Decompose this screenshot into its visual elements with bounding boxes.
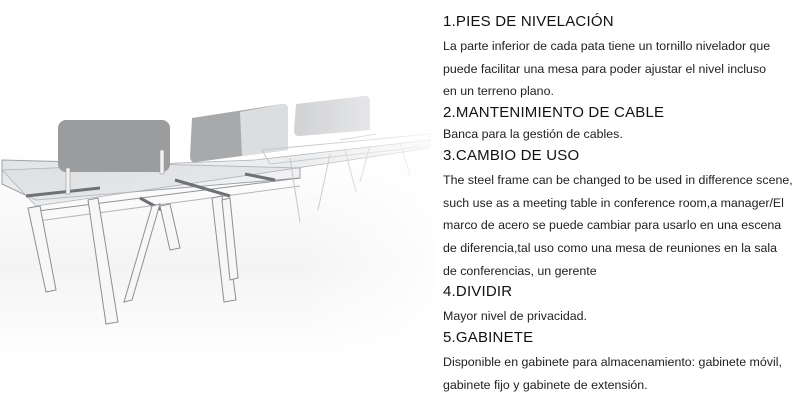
section-body-leveling-feet [443, 35, 800, 103]
section-heading-change-of-use: 3.CAMBIO DE USO [443, 146, 580, 164]
body-line: puede facilitar una mesa para poder ajustar el nivel incluso [443, 61, 767, 76]
feature-list [443, 12, 800, 396]
section-body-cable-management [443, 123, 800, 146]
body-line: Disponible en gabinete para almacenamiento: gabinete móvil, [443, 355, 782, 370]
body-line: de conferencias, un gerente [443, 263, 597, 278]
body-line: The steel frame can be changed to be used in difference scene, [443, 172, 793, 187]
section-heading-cabinet: 5.GABINETE [443, 329, 534, 347]
body-line: de diferencia,tal uso como una mesa de reuniones en la sala [443, 240, 778, 255]
body-line: such use as a meeting table in conference room,a manager/El [443, 195, 784, 210]
body-line: Mayor nivel de privacidad. [443, 309, 587, 324]
section-body-cabinet [443, 351, 800, 396]
body-line: Banca para la gestión de cables. [443, 127, 623, 142]
section-heading-divider: 4.DIVIDIR [443, 283, 513, 301]
body-line: marco de acero se puede cambiar para usarlo en una escena [443, 218, 782, 233]
section-body-change-of-use [443, 169, 800, 283]
section-body-divider [443, 305, 800, 328]
body-line: gabinete fijo y gabinete de extensión. [443, 377, 648, 392]
section-heading-cable-management: 2.MANTENIMIENTO DE CABLE [443, 104, 665, 122]
body-line: en un terreno plano. [443, 84, 554, 99]
section-heading-leveling-feet: 1.PIES DE NIVELACIÓN [443, 13, 614, 30]
body-line: La parte inferior de cada pata tiene un tornillo nivelador que [443, 39, 771, 53]
